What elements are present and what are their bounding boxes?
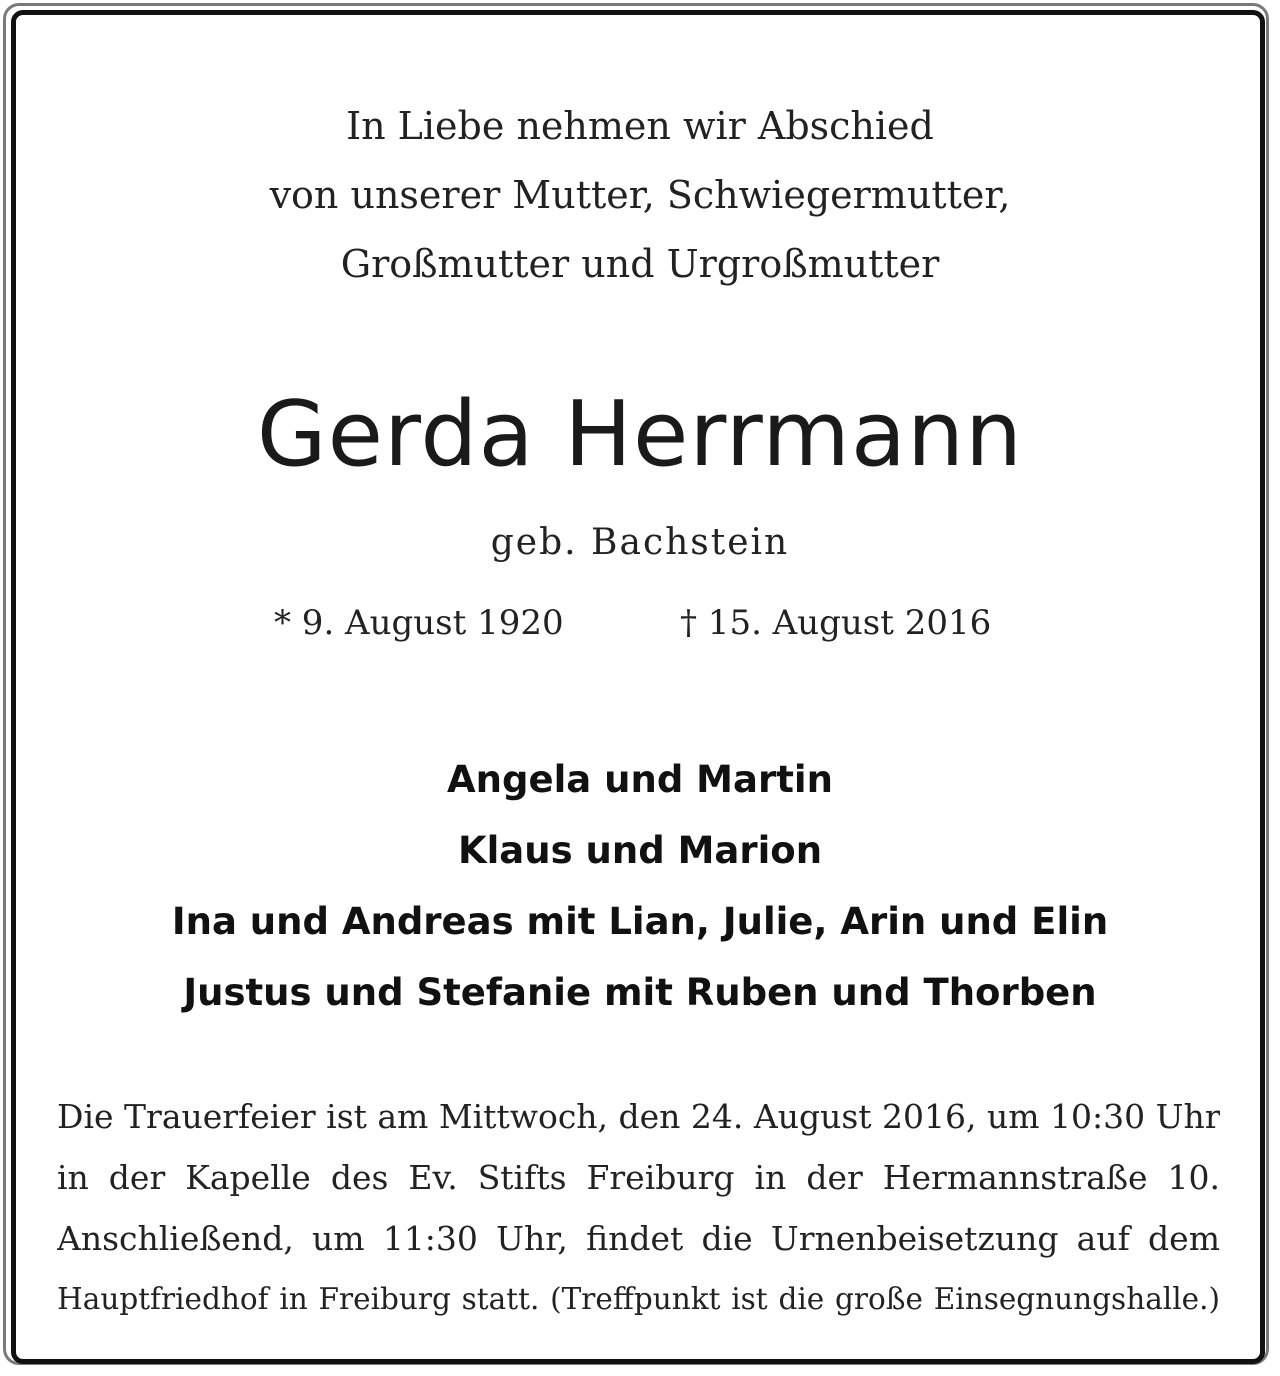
- notice-line: in der Kapelle des Ev. Stifts Freiburg in der Hermannstraße 10.: [57, 1158, 1220, 1197]
- birth-date: * 9. August 1920: [274, 603, 564, 643]
- funeral-notice: [57, 1086, 1220, 1330]
- family-member: Justus und Stefanie mit Ruben und Thorben: [183, 971, 1097, 1014]
- intro-line: Großmutter und Urgroßmutter: [340, 242, 940, 286]
- deceased-name: Gerda Herrmann: [256, 382, 1024, 487]
- maiden-name: geb. Bachstein: [490, 522, 790, 563]
- family-member: Angela und Martin: [447, 758, 833, 801]
- notice-line: Anschließend, um 11:30 Uhr, findet die Urnenbeisetzung auf dem: [57, 1219, 1220, 1258]
- family-list: [0, 744, 1280, 1028]
- notice-line: Die Trauerfeier ist am Mittwoch, den 24. August 2016, um 10:30 Uhr: [57, 1097, 1220, 1136]
- family-member: Ina und Andreas mit Lian, Julie, Arin und Elin: [171, 900, 1109, 943]
- intro-text: [0, 92, 1280, 299]
- family-member: Klaus und Marion: [457, 829, 823, 872]
- notice-line: Hauptfriedhof in Freiburg statt. (Treffpunkt ist die große Einsegnungshalle.): [57, 1282, 1220, 1316]
- intro-line: von unserer Mutter, Schwiegermutter,: [269, 173, 1011, 217]
- death-date: † 15. August 2016: [680, 603, 992, 643]
- intro-line: In Liebe nehmen wir Abschied: [346, 104, 934, 148]
